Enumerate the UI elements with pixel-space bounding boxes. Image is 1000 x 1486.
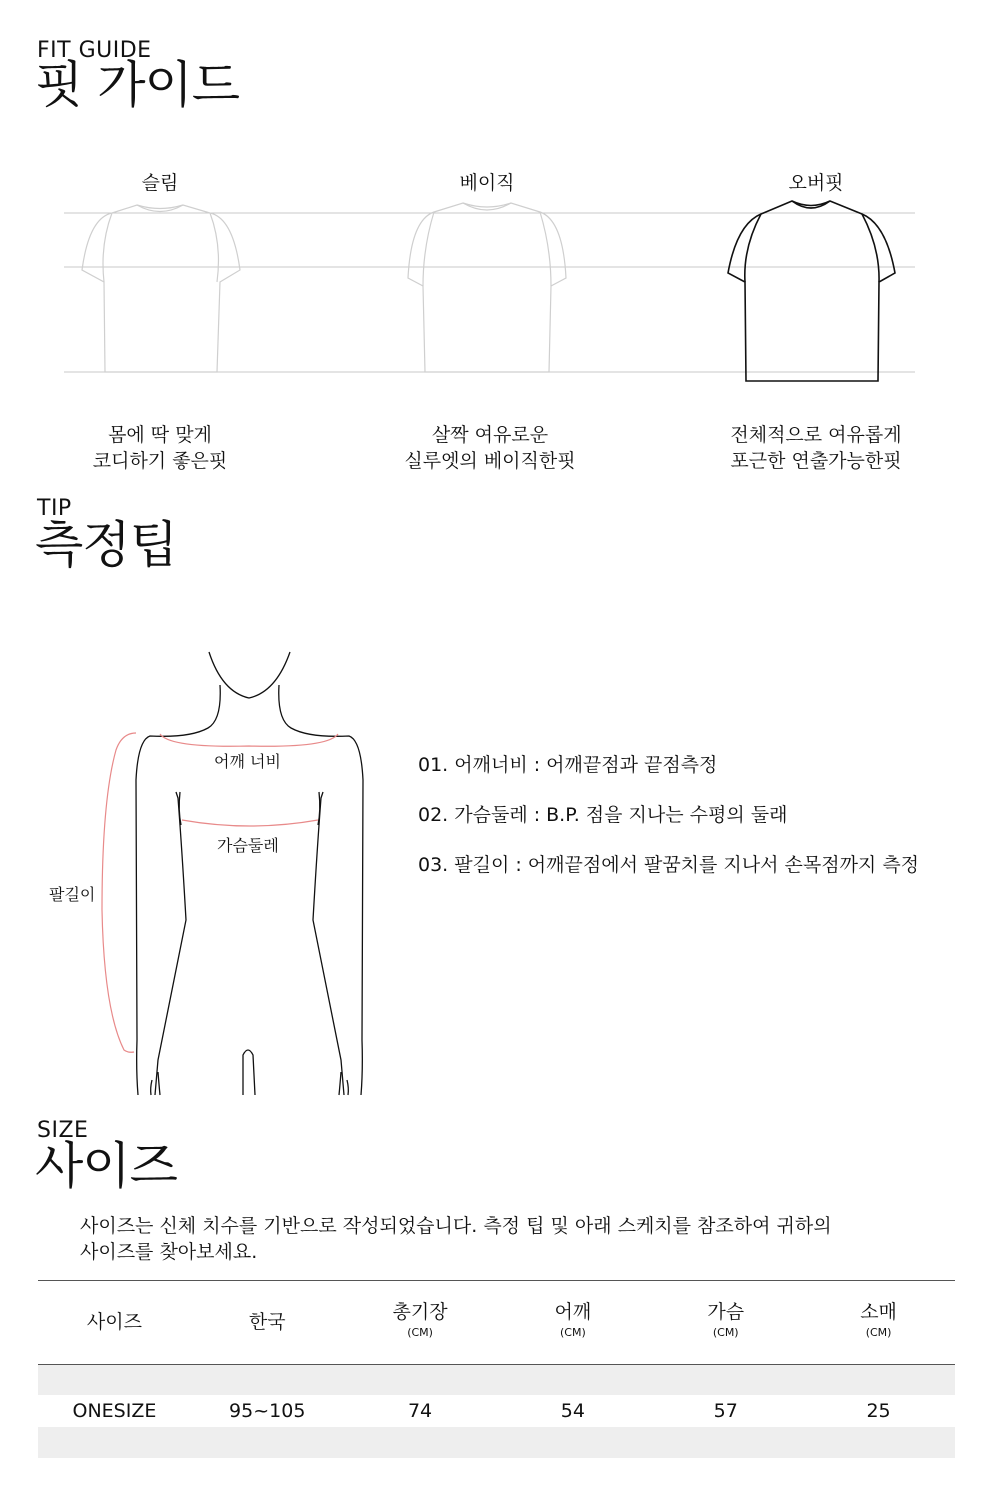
header-sleeve-label: 소매: [860, 1300, 897, 1323]
size-title-en: SIZE: [37, 1118, 89, 1143]
table-spacer-row: [38, 1364, 955, 1395]
header-size-label: 사이즈: [86, 1311, 142, 1334]
fit-desc-overfit: [666, 422, 966, 474]
header-sleeve-unit: (CM): [865, 1325, 892, 1339]
fit-desc-basic-line1: 살짝 여유로운: [431, 424, 549, 446]
size-table-container: [38, 1280, 955, 1458]
cell-korea: 95~105: [191, 1395, 344, 1427]
label-chest: 가슴둘레: [217, 836, 279, 855]
size-description-line2: 사이즈를 찾아보세요.: [80, 1241, 258, 1263]
fit-desc-basic-line2: 실루엣의 베이직한핏: [404, 450, 576, 472]
header-chest: [649, 1281, 802, 1364]
header-korea-label: 한국: [248, 1311, 286, 1334]
header-chest-unit: (CM): [712, 1325, 739, 1339]
size-title-ko: 사이즈: [35, 1137, 177, 1195]
header-length: [344, 1281, 497, 1364]
header-length-unit: (CM): [407, 1325, 433, 1339]
body-measurement-diagram: [0, 640, 400, 1100]
header-korea: [191, 1281, 344, 1364]
table-row: [38, 1395, 955, 1427]
header-chest-label: 가슴: [707, 1300, 745, 1323]
basic-tshirt-icon: [408, 203, 566, 372]
label-shoulder-width: 어깨 너비: [214, 752, 281, 771]
overfit-tshirt-icon: [728, 201, 895, 381]
table-spacer-row: [38, 1427, 955, 1458]
fit-guide-title-ko: 핏 가이드: [35, 56, 240, 114]
header-shoulder-label: 어깨: [554, 1300, 592, 1323]
header-sleeve: [802, 1281, 955, 1364]
tip-item-1: 01. 어깨너비 : 어깨끝점과 끝점측정: [418, 754, 718, 776]
chest-line: [182, 820, 318, 826]
sleeve-length-line: [102, 733, 136, 1052]
fit-desc-slim-line1: 몸에 딱 맞게: [108, 424, 212, 446]
fit-label-basic: 베이직: [459, 172, 515, 194]
fit-desc-overfit-line2: 포근한 연출가능한핏: [730, 450, 902, 472]
fit-desc-slim-line2: 코디하기 좋은핏: [92, 450, 228, 472]
fit-desc-basic: [340, 422, 640, 474]
fit-desc-slim: [10, 422, 310, 474]
size-description: [80, 1213, 960, 1265]
cell-chest: 57: [649, 1395, 802, 1427]
header-size: [38, 1281, 191, 1364]
header-shoulder-unit: (CM): [560, 1325, 586, 1339]
cell-shoulder: 54: [496, 1395, 649, 1427]
fit-label-overfit: 오버핏: [788, 172, 844, 194]
shoulder-width-line: [160, 734, 338, 746]
tip-title-ko: 측정팁: [35, 516, 177, 574]
tip-item-3: 03. 팔길이 : 어깨끝점에서 팔꿈치를 지나서 손목점까지 측정: [418, 854, 920, 876]
cell-sleeve: 25: [802, 1395, 955, 1427]
fit-illustrations: [0, 190, 1000, 390]
size-table: [38, 1281, 955, 1458]
fit-desc-overfit-line1: 전체적으로 여유롭게: [730, 424, 902, 446]
fit-guide-title-en: FIT GUIDE: [37, 38, 152, 63]
fit-label-slim: 슬림: [141, 172, 179, 194]
size-table-header: [38, 1281, 955, 1364]
cell-size: ONESIZE: [38, 1395, 191, 1427]
header-shoulder: [496, 1281, 649, 1364]
header-length-label: 총기장: [392, 1300, 448, 1323]
cell-length: 74: [344, 1395, 497, 1427]
slim-tshirt-icon: [82, 205, 240, 372]
tip-item-2: 02. 가슴둘레 : B.P. 점을 지나는 수평의 둘래: [418, 804, 788, 826]
size-description-line1: 사이즈는 신체 치수를 기반으로 작성되었습니다. 측정 팁 및 아래 스케치를 참조하여 귀하의: [80, 1215, 832, 1237]
tip-title-en: TIP: [37, 496, 72, 521]
torso-outline-icon: [136, 652, 363, 1095]
label-sleeve: 팔길이: [49, 885, 96, 904]
